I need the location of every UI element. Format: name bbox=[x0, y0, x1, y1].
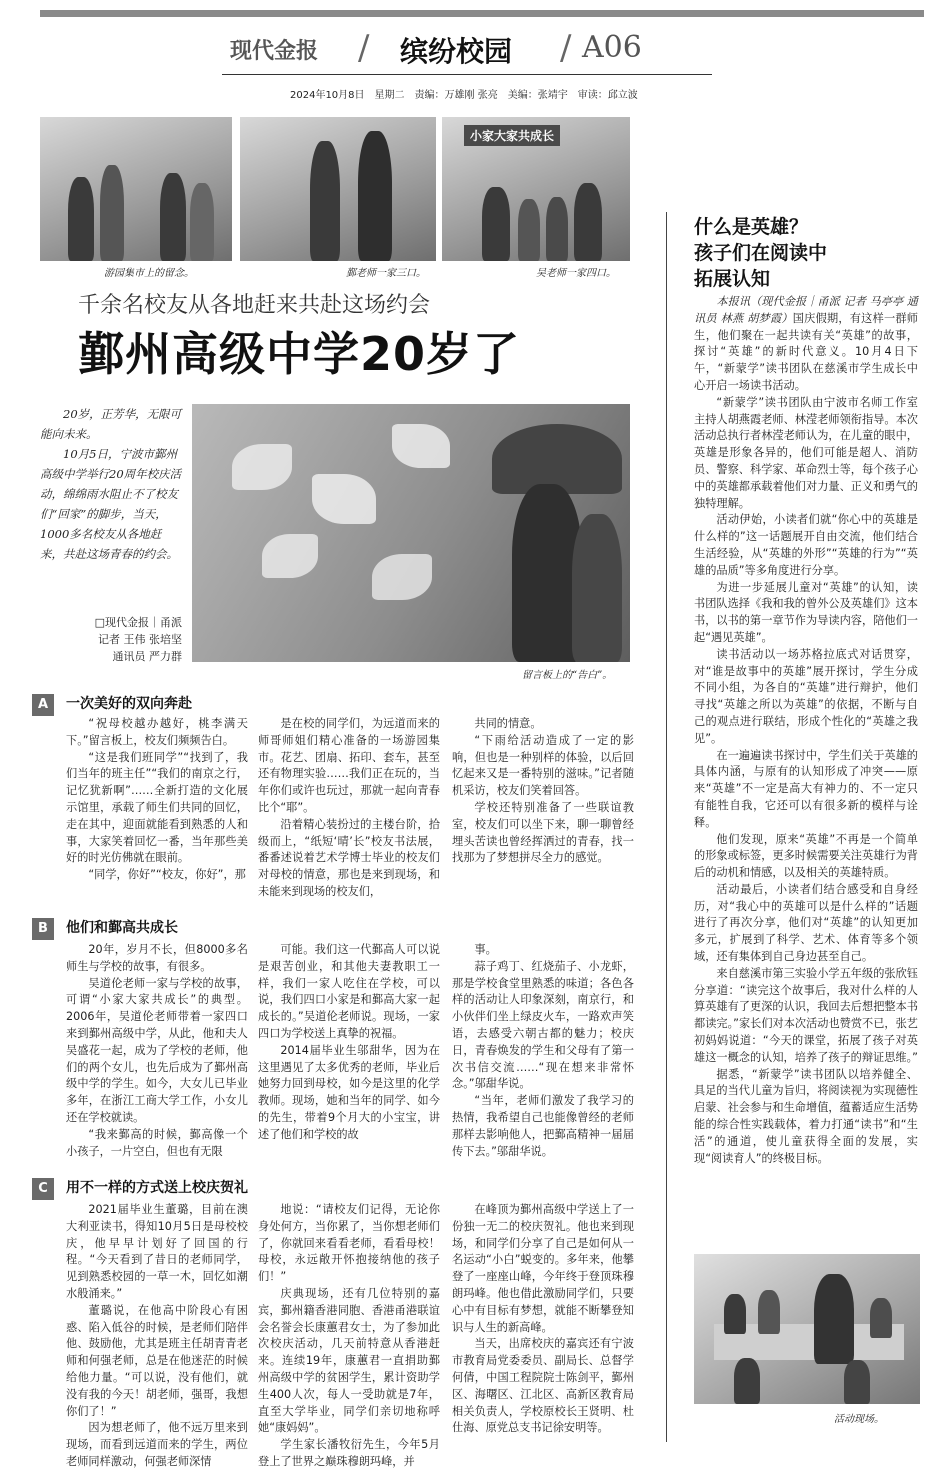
page-number: A06 bbox=[582, 30, 642, 65]
paragraph: 事。 bbox=[474, 943, 497, 956]
paragraph: 地说：“请校友们记得，无论你身处何方，当你累了，当你想老师们了，你就回来看看老师，看看母校！母校，永远敞开怀抱接纳他的孩子们！” bbox=[258, 1203, 440, 1284]
section-title: 用不一样的方式送上校庆贺礼 bbox=[66, 1180, 248, 1196]
paragraph: 活动伊始，小读者们就“你心中的英雄是什么样的”这一话题展开自由交流，他们结合生活经验，从“英雄的外形”“英雄的行为”“英雄的品质”等多角度进行分享。 bbox=[694, 513, 918, 577]
photo-family-four bbox=[442, 117, 630, 261]
lead-paragraph: 20岁，正芳华，无限可能向未来。 bbox=[40, 407, 182, 441]
paragraph: 为进一步延展儿童对“英雄”的认知，读书团队选择《我和我的曾外公及英雄们》这本书，以书的第一章节作为导读内容，陪他们一起“遇见英雄”。 bbox=[694, 580, 918, 644]
article-headline: 鄞州高级中学20岁了 bbox=[78, 327, 521, 381]
paragraph: 可能。我们这一代鄞高人可以说是艰苦创业，和其他夫妻教职工一样，我们一家人吃住在学校，可以说，我们四口小家是和鄞高大家一起成长的。”吴道伦老师说。现场，一家四口为学校送上真挚的祝福。 bbox=[258, 943, 440, 1040]
sidebar-title-line: 什么是英雄？ bbox=[694, 216, 809, 238]
paragraph: “下雨给活动造成了一定的影响，但也是一种别样的体验，以后回忆起来又是一番特别的滋味。”记者随机采访，校友们笑着回答。 bbox=[452, 733, 634, 798]
paragraph: 是在校的同学们，为远道而来的师哥师姐们精心准备的一场游园集市。花艺、团扇、拓印、套车，甚至还有物理实验……我们正在玩的，当年你们或许也玩过，那就一起向青春比个“耶”。 bbox=[258, 717, 440, 814]
sidebar-byline: 本报讯（现代金报｜甬派 记者 马亭亭 通讯员 林燕 胡梦霞） bbox=[694, 295, 918, 325]
article-column bbox=[66, 1202, 248, 1468]
article-lead bbox=[40, 404, 182, 564]
section-letter: B bbox=[32, 918, 54, 940]
dateline: 2024年10月8日 星期二 责编：万雄刚 张亮 美编：张靖宇 审读：邱立波 bbox=[290, 90, 638, 101]
paragraph: 学校还特别准备了一些联谊教室，校友们可以坐下来，聊一聊曾经埋头苦读也曾经挥洒过的青春，找一找那为了梦想拼尽全力的感觉。 bbox=[452, 800, 634, 865]
lead-paragraph: 10月5日，宁波市鄞州高级中学举行20周年校庆活动，绵绵雨水阻止不了校友们“回家”的脚步，当天，1000多名校友从各地赶来，共赴这场青春的约会。 bbox=[40, 447, 182, 561]
credit-line: 记者 王伟 张培坚 bbox=[98, 633, 182, 646]
article-credit bbox=[40, 614, 182, 665]
sidebar-title bbox=[694, 214, 914, 292]
paragraph: 蒜子鸡丁、红烧茄子、小龙虾，那是学校食堂里熟悉的味道；各色各样的活动让人印象深刻，南京行，和小伙伴们坐上绿皮火车，一路欢声笑语，去感受六朝古都的魅力；校庆日，青春焕发的学生和父母有了第一次书信交流……“现在想来非常怀念。”邬甜华说。 bbox=[452, 959, 634, 1091]
paragraph: “同学，你好”“校友，你好”，那 bbox=[88, 868, 246, 882]
paragraph: 2021届毕业生董璐，目前在澳大利亚读书，得知10月5日是母校校庆，他早早计划好了回国的行程。“今天看到了昔日的老师同学，见到熟悉校园的一草一木，回忆如潮水般涌来。” bbox=[66, 1203, 248, 1300]
paragraph: 来自慈溪市第三实验小学五年级的张欣钰分享道：“读完这个故事后，我对什么样的人算英雄有了更深的认识，我回去后想把整本书都读完。”家长们对本次活动也赞赏不已，张艺初妈妈说道：“今天的课堂，拓展了孩子对英雄这一概念的认知，培养了孩子的辩证思维。” bbox=[694, 966, 918, 1064]
column-divider bbox=[666, 212, 667, 1442]
paragraph: 据悉，“新蒙学”读书团队以培养健全、具足的当代儿童为旨归，将阅读视为实现德性启蒙、社会参与和生命增值，蕴蓄适应生活势能的综合性实践载体，着力打通“读书”和“生活”的通道，使儿童获得全面的发展，实现“阅读育人”的终极目标。 bbox=[694, 1067, 918, 1165]
paragraph: “我来鄞高的时候，鄞高像一个小孩子，一片空白，但也有无限 bbox=[66, 1127, 248, 1158]
masthead-slash: / bbox=[560, 28, 572, 68]
credit-line: □现代金报｜甬派 bbox=[94, 616, 182, 629]
paragraph: 当天，出席校庆的嘉宾还有宁波市教育局党委委员、副局长、总督学何倩，中国工程院院士陈剑平，鄞州区、海曙区、江北区、高新区教育局相关负责人，学校原校长王贤明、杜仕海、原党总支书记徐安明等。 bbox=[452, 1337, 634, 1435]
article-column bbox=[66, 942, 248, 1158]
paragraph: 2014届毕业生邬甜华，因为在这里遇见了太多优秀的老师，毕业后她努力回到母校，如今是这里的化学教师。现场，她和当年的同学、如今的先生，带着9个月大的小宝宝，讲述了他们和学校的故 bbox=[258, 1043, 440, 1141]
article-subtitle: 千余名校友从各地赶来共赴这场约会 bbox=[78, 293, 431, 318]
paragraph: 学生家长潘牧衍先生，今年5月登上了世界之巅珠穆朗玛峰，并 bbox=[258, 1438, 440, 1468]
article-column bbox=[258, 942, 440, 1148]
paragraph: 沿着精心装扮过的主楼台阶，拾级而上，“纸短‘晴’长”校友书法展，番番述说着艺术学博士毕业的校友们对母校的情意，那也是来到现场，和未能来到现场的校友们， bbox=[258, 817, 440, 898]
masthead-slash: / bbox=[358, 28, 370, 68]
paragraph: 国庆假期，有这样一群师生，他们聚在一起共读有关“英雄”的故事，探讨“英雄”的新时代意义。10月4日下午，“新蒙学”读书团队在慈溪市学生成长中心开启一场读书活动。 bbox=[694, 311, 918, 392]
section-name: 缤纷校园 bbox=[400, 35, 513, 68]
paragraph: 董璐说，在他高中阶段心有困惑、陷入低谷的时候，是老师们陪伴他、鼓励他，尤其是班主任胡青青老师和何强老师，总是在他迷茫的时候给他力量。“可以说，没有他们，就没有我的今天！胡老师，强哥，我想你们了！” bbox=[66, 1303, 248, 1418]
article-column bbox=[258, 716, 440, 898]
photo-activity bbox=[694, 1254, 920, 1404]
article-column bbox=[66, 716, 248, 898]
photo-family-three bbox=[240, 117, 436, 261]
paragraph: 庆典现场，还有几位特别的嘉宾，鄞州籍香港同胞、香港甬港联谊会名誉会长康蕙君女士，为了参加此次校庆活动，几天前特意从香港赶来。连续19年，康蕙君一直捐助鄞州高级中学的贫困学生，累计资助学生400人次，每人一受助就是7年，直至大学毕业，同学们亲切地称呼她“康妈妈”。 bbox=[258, 1286, 440, 1435]
paragraph: 活动最后，小读者们结合感受和自身经历，对“我心中的英雄可以是什么样的”话题进行了再次分享，他们对“英雄”的认知更加多元，扩展到了科学、艺术、体育等多个领域，还有集体到自己身边甚至自己。 bbox=[694, 882, 918, 964]
section-title: 他们和鄞高共成长 bbox=[66, 920, 178, 936]
paragraph: 读书活动以一场苏格拉底式对话贯穿，对“谁是故事中的英雄”展开探讨，学生分成不同小组，为各自的“英雄”进行辩护，他们寻找“英雄之所以为英雄”的依据，不断与自己的观点进行联结，形成个性化的“英雄之我见”。 bbox=[694, 647, 918, 745]
paragraph: 他们发现，原来“英雄”不再是一个简单的形象或标签，更多时候需要关注英雄行为背后的动机和情感，以及相关的英雄特质。 bbox=[694, 832, 918, 880]
masthead bbox=[230, 28, 710, 72]
sidebar-title-line: 孩子们在阅读中 bbox=[694, 242, 828, 264]
photo-caption: 活动现场。 bbox=[834, 1414, 884, 1425]
photo-caption: 鄞老师一家三口。 bbox=[346, 268, 426, 279]
photo-caption: 游园集市上的留念。 bbox=[104, 268, 194, 279]
credit-line: 通讯员 严力群 bbox=[112, 650, 182, 663]
photo-market bbox=[40, 117, 232, 261]
masthead-rule bbox=[222, 74, 712, 75]
sign-text: 小家大家共成长 bbox=[464, 125, 560, 146]
photo-message-board bbox=[192, 404, 630, 662]
sidebar-title-line: 拓展认知 bbox=[694, 268, 771, 290]
paragraph: 在一遍遍读书探讨中，学生们关于英雄的具体内涵，与原有的认知形成了冲突——原来“英雄”不一定是高大有神力的、不一定只有能牲自我，它还可以有很多新的模样与诠释。 bbox=[694, 748, 918, 829]
top-rule bbox=[40, 10, 924, 17]
paragraph: 20年，岁月不长，但8000多名师生与学校的故事，有很多。 bbox=[66, 943, 248, 973]
paragraph: 吴道伦老师一家与学校的故事，可谓“小家大家共成长”的典型。2006年，吴道伦老师带着一家四口来到鄞州高级中学，从此，他和夫人吴盛花一起，成为了学校的老师，他们的两个女儿，也先后成为了鄞州高级中学的学生。如今，大女儿已毕业多年，在浙江工商大学工作，小女儿还在学校就读。 bbox=[66, 976, 248, 1124]
article-column bbox=[452, 716, 634, 898]
paragraph: “当年，老师们激发了我学习的热情，我希望自己也能像曾经的老师那样去影响他人，把鄞高精神一届届传下去。”邬甜华说。 bbox=[452, 1094, 634, 1158]
article-column bbox=[258, 1202, 440, 1468]
paragraph: 共同的情意。 bbox=[474, 717, 542, 730]
section-letter: A bbox=[32, 694, 54, 716]
photo-caption: 吴老师一家四口。 bbox=[536, 268, 616, 279]
article-column bbox=[452, 1202, 634, 1454]
paragraph: “祝母校越办越好，桃李满天下。”留言板上，校友们频频告白。 bbox=[66, 717, 248, 747]
paper-name: 现代金报 bbox=[230, 38, 319, 64]
paragraph: “这是我们班同学”“找到了，我们当年的班主任”“我们的南京之行，记忆犹新啊”……全新打造的文化展示馆里，承载了师生们共同的回忆，走在其中，迎面就能看到熟悉的人和事，大家笑着回忆一番，当年那些美好的时光仿佛就在眼前。 bbox=[66, 750, 248, 865]
photo-caption: 留言板上的“告白”。 bbox=[522, 670, 613, 681]
paragraph: “新蒙学”读书团队由宁波市名师工作室主持人胡燕霞老师、林滢老师领衔指导。本次活动总执行者林滢老师认为，在儿童的眼中，英雄是形象各异的，他们可能是超人、消防员、警察、科学家、革命烈士等，每个孩子心中的英雄都承载着他们对力量、正义和勇气的独特理解。 bbox=[694, 395, 918, 510]
paragraph: 在峰顶为鄞州高级中学送上了一份独一无二的校庆贺礼。他也来到现场，和同学们分享了自己是如何从一名运动“小白”蜕变的。多年来，他攀登了一座座山峰，今年终于登顶珠穆朗玛峰。他也借此激励同学们，只要心中有目标有梦想，就能不断攀登知识与人生的新高峰。 bbox=[452, 1203, 634, 1334]
section-letter: C bbox=[32, 1178, 54, 1200]
paragraph: 因为想老师了，他不远万里来到现场，而看到远道而来的学生，两位老师同样激动，何强老师深情 bbox=[66, 1421, 248, 1468]
sidebar-article bbox=[694, 294, 918, 1244]
section-title: 一次美好的双向奔赴 bbox=[66, 696, 192, 712]
article-column bbox=[452, 942, 634, 1158]
